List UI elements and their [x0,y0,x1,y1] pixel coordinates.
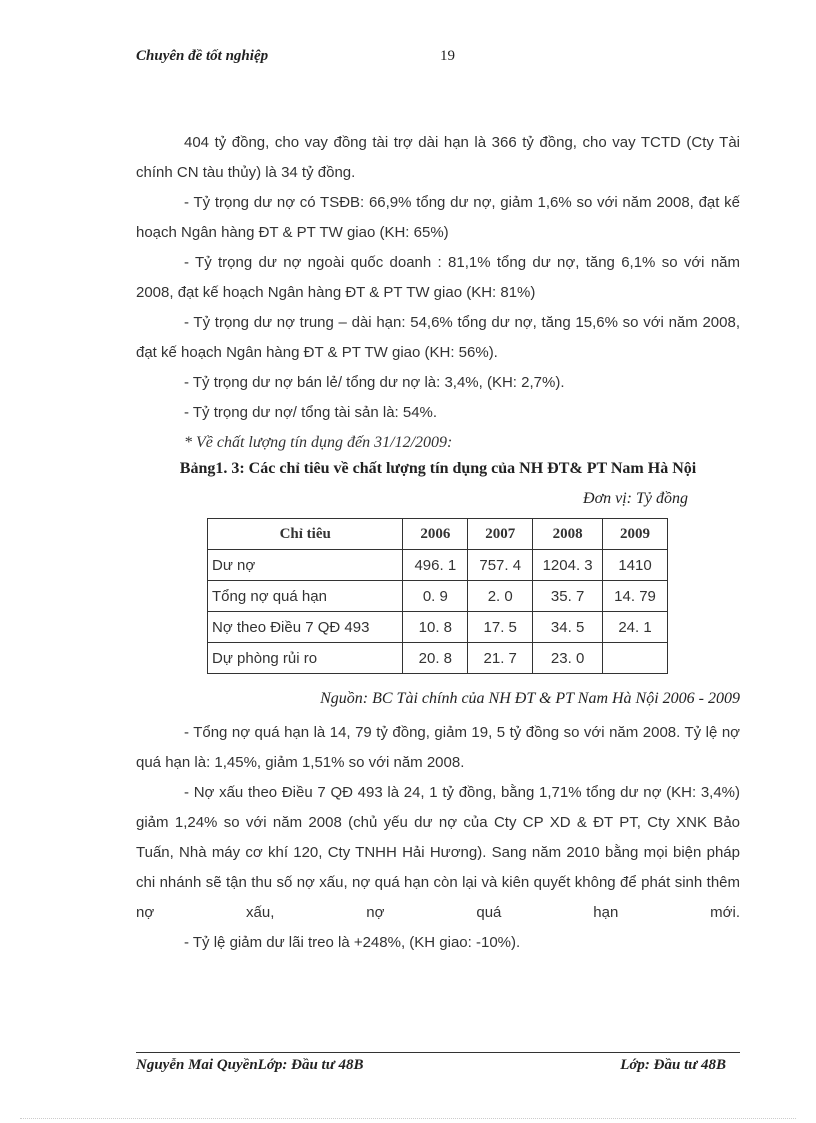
table-cell: 21. 7 [468,643,533,674]
footer-author: Nguyễn Mai QuyềnLớp: Đầu tư 48B [136,1057,364,1073]
table-cell: 1204. 3 [533,550,603,581]
table-cell: 20. 8 [403,643,468,674]
table-cell: 2. 0 [468,581,533,612]
page-edge-divider [20,1118,796,1119]
table-cell: 17. 5 [468,612,533,643]
table-cell: Dự phòng rủi ro [208,643,403,674]
paragraph: 404 tỷ đồng, cho vay đồng tài trợ dài hạn là 366 tỷ đồng, cho vay TCTD (Cty Tài chính CN tàu thủy) là 34 tỷ đồng. [136,134,740,181]
table-source: Nguồn: BC Tài chính của NH ĐT & PT Nam Hà Nội 2006 - 2009 [320,690,740,707]
paragraph: - Tỷ trọng dư nợ bán lẻ/ tổng dư nợ là: 3,4%, (KH: 2,7%). [184,374,565,391]
table-caption: Bảng1. 3: Các chỉ tiêu về chất lượng tín dụng của NH ĐT& PT Nam Hà Nội [179,460,697,477]
table-row [208,581,668,612]
header-title: Chuyên đề tốt nghiệp [136,48,269,64]
table-cell: 10. 8 [403,612,468,643]
credit-quality-table [207,518,668,674]
table-cell: 757. 4 [468,550,533,581]
body-text-top [136,128,740,458]
table-cell [603,643,668,674]
paragraph: - Tổng nợ quá hạn là 14, 79 tỷ đồng, giảm 19, 5 tỷ đồng so với năm 2008. Tỷ lệ nợ quá hạn là: 1,45%, giảm 1,51% so với năm 2008. [136,724,740,771]
table-header-row [208,519,668,550]
body-text-bottom [136,718,740,958]
page-number: 19 [440,48,455,64]
paragraph: - Tỷ lệ giảm dư lãi treo là +248%, (KH giao: -10%). [184,934,521,951]
footer-class: Lớp: Đầu tư 48B [620,1057,726,1073]
table-header-cell: Chỉ tiêu [208,519,403,550]
footer-divider [136,1052,740,1053]
table-cell: Nợ theo Điều 7 QĐ 493 [208,612,403,643]
table-cell: 0. 9 [403,581,468,612]
paragraph: - Nợ xấu theo Điều 7 QĐ 493 là 24, 1 tỷ đồng, bằng 1,71% tổng dư nợ (KH: 3,4%) giảm 1,24% so với năm 2008 (chủ yếu dư nợ của Cty CP XD & ĐT PT, Cty XNK Bảo Tuấn, Nhà máy cơ khí 120, Cty TNHH Hải Hương). Sang năm 2010 bằng mọi biện pháp chi nhánh sẽ tận thu số nợ xấu, nợ quá hạn còn lại và kiên quyết không để phát sinh thêm nợ xấu, nợ quá hạn mới. [136,784,740,921]
section-heading: * Về chất lượng tín dụng đến 31/12/2009: [184,434,453,451]
table-cell: 34. 5 [533,612,603,643]
table-cell: 23. 0 [533,643,603,674]
table-cell: Tổng nợ quá hạn [208,581,403,612]
table-header-cell: 2006 [403,519,468,550]
table-cell: Dư nợ [208,550,403,581]
table-unit: Đơn vị: Tỷ đồng [583,490,688,507]
page-header [136,48,741,70]
paragraph: - Tỷ trọng dư nợ ngoài quốc doanh : 81,1% tổng dư nợ, tăng 6,1% so với năm 2008, đạt kế hoạch Ngân hàng ĐT & PT TW giao (KH: 81%) [136,254,740,301]
table-cell: 1410 [603,550,668,581]
table-cell: 24. 1 [603,612,668,643]
table-header-cell: 2008 [533,519,603,550]
table-header-cell: 2007 [468,519,533,550]
paragraph: - Tỷ trọng dư nợ/ tổng tài sản là: 54%. [184,404,438,421]
table-row [208,612,668,643]
table-cell: 35. 7 [533,581,603,612]
table-row [208,550,668,581]
table-row [208,643,668,674]
table-cell: 496. 1 [403,550,468,581]
paragraph: - Tỷ trọng dư nợ trung – dài hạn: 54,6% tổng dư nợ, tăng 15,6% so với năm 2008, đạt kế hoạch Ngân hàng ĐT & PT TW giao (KH: 56%). [136,314,740,361]
paragraph: - Tỷ trọng dư nợ có TSĐB: 66,9% tổng dư nợ, giảm 1,6% so với năm 2008, đạt kế hoạch Ngân hàng ĐT & PT TW giao (KH: 65%) [136,194,740,241]
page-footer [136,1057,740,1079]
table-cell: 14. 79 [603,581,668,612]
table-header-cell: 2009 [603,519,668,550]
